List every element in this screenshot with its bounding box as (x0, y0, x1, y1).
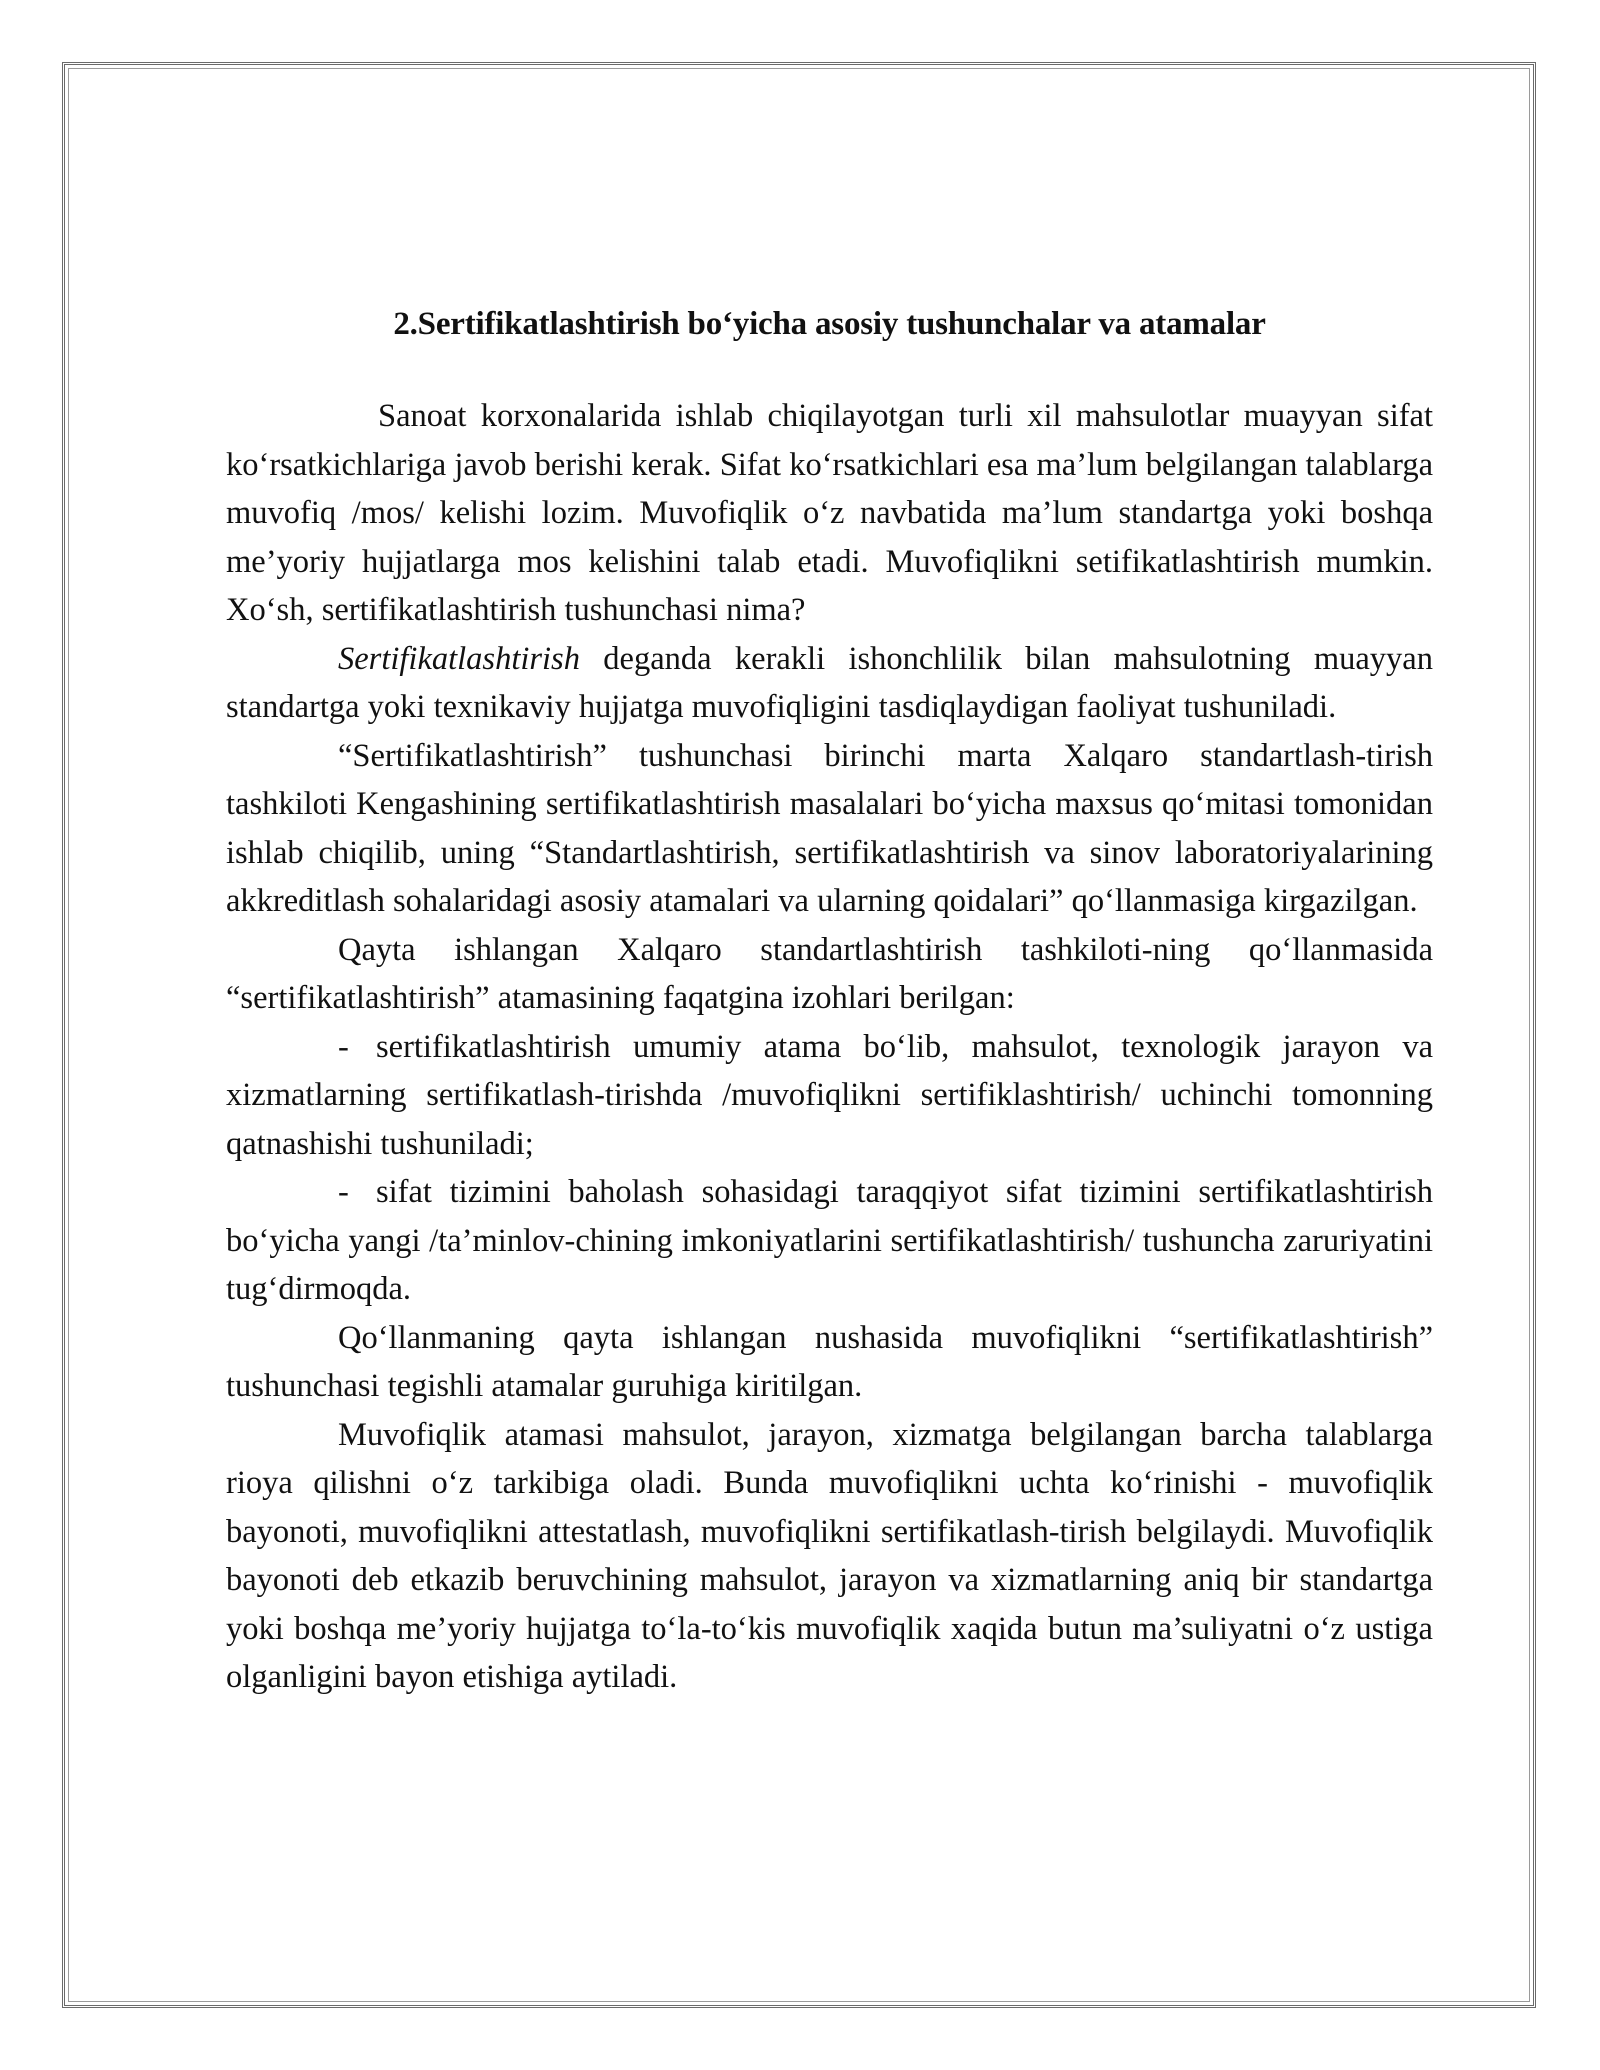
paragraph-intro: Sanoat korxonalarida ishlab chiqilayotgan turli xil mahsulotlar muayyan sifat ko‘rsatkichlariga javob berishi kerak. Sifat ko‘rsatkichlari esa ma’lum belgilangan talablarga muvofiq /mos/ kelishi lozim. Muvofiqlik o‘z navbatida ma’lum standartga yoki boshqa me’yoriy hujjatlarga mos kelishini talab etadi. Muvofiqlikni setifikatlashtirish mumkin. Xo‘sh, sertifikatlashtirish tushunchasi nima? (226, 398, 1433, 628)
document-title: 2.Sertifikatlashtirish bo‘yicha asosiy tushunchalar va atamalar (393, 306, 1266, 342)
bullet-dash: - (338, 1174, 349, 1210)
defined-term: Sertifikatlashtirish (338, 640, 580, 677)
paragraph-conformity: Muvofiqlik atamasi mahsulot, jarayon, xizmatga belgilangan barcha talablarga rioya qilishni o‘z tarkibiga oladi. Bunda muvofiqlikni uchta ko‘rinishi - muvofiqlik bayonoti, muvofiqlikni attestatlash, muvofiqlikni sertifikatlash-tirish belgilaydi. Muvofiqlik bayonoti deb etkazib beruvchining mahsulot, jarayon va xizmatlarning aniq bir standartga yoki boshqa me’yoriy hujjatga to‘la-to‘kis muvofiqlik xaqida butun ma’suliyatni o‘z ustiga olganligini bayon etishiga aytiladi. (226, 1416, 1433, 1695)
definition-text: deganda kerakli ishonchlilik bilan mahsulotning muayyan standartga yoki texnikaviy hujjatga muvofiqligini tasdiqlaydigan faoliyat tushuniladi. (226, 640, 1433, 725)
bullet-item-1 (226, 1023, 1433, 1169)
paragraph-revision: Qo‘llanmaning qayta ishlangan nushasida muvofiqlikni “sertifikatlashtirish” tushunchasi tegishli atamalar guruhiga kiritilgan. (226, 1319, 1433, 1404)
paragraph-guide: Qayta ishlangan Xalqaro standartlashtirish tashkiloti-ning qo‘llanmasida “sertifikatlashtirish” atamasining faqatgina izohlari berilgan: (226, 931, 1433, 1016)
bullet-text-1: sertifikatlashtirish umumiy atama bo‘lib, mahsulot, texnologik jarayon va xizmatlarning sertifikatlash-tirishda /muvofiqlikni sertifiklashtirish/ uchinchi tomonning qatnashishi tushuniladi; (226, 1028, 1433, 1162)
bullet-item-2 (226, 1168, 1433, 1314)
document-body (226, 300, 1433, 1702)
paragraph-definition (226, 635, 1433, 732)
bullet-dash: - (338, 1028, 349, 1065)
paragraph-history: “Sertifikatlashtirish” tushunchasi birinchi marta Xalqaro standartlash-tirish tashkiloti Kengashining sertifikatlashtirish masalalari bo‘yicha maxsus qo‘mitasi tomonidan ishlab chiqilib, uning “Standartlashtirish, sertifikatlashtirish va sinov laboratoriyalarining akkreditlash sohalaridagi asosiy atamalari va ularning qoidalari” qo‘llanmasiga kirgazilgan. (226, 737, 1433, 919)
bullet-text-2: sifat tizimini baholash sohasidagi taraqqiyot sifat tizimini sertifikatlashtirish bo‘yicha yangi /ta’minlov-chining imkoniyatlarini sertifikatlashtirish/ tushuncha zaruriyatini tug‘dirmoqda. (226, 1174, 1433, 1307)
